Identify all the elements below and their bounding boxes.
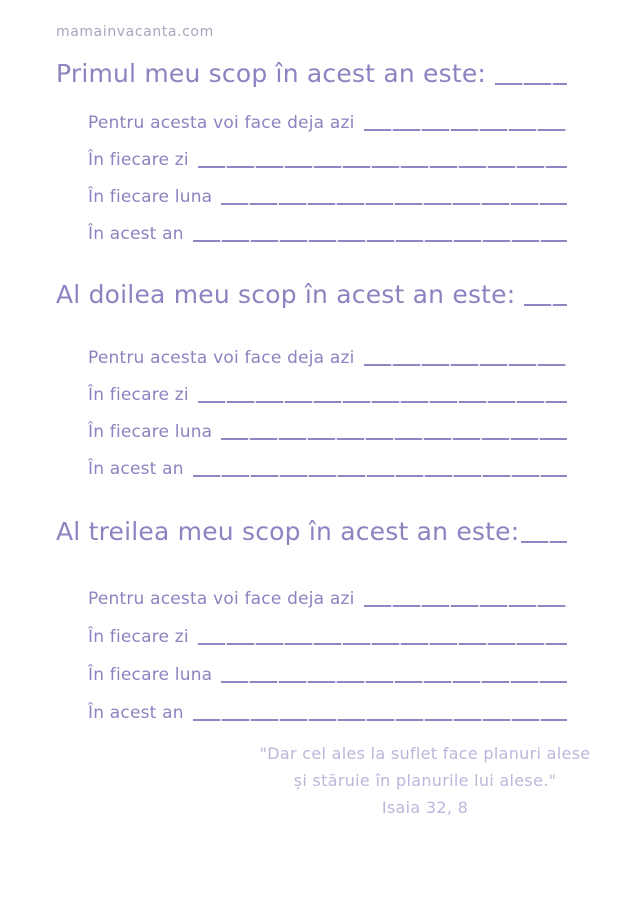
section-2-rows xyxy=(56,347,567,480)
row-today-blank-line xyxy=(364,129,567,131)
section-1-title: Primul meu scop în acest an este: xyxy=(56,59,487,88)
row-this-year-label: În acest an xyxy=(88,224,184,244)
row-today-label: Pentru acesta voi face deja azi xyxy=(88,348,355,368)
row-today xyxy=(88,112,567,134)
row-every-month-blank-line xyxy=(221,203,567,205)
row-every-month xyxy=(88,186,567,208)
quote-line-2: și stăruie în planurile lui alese." xyxy=(293,771,557,790)
section-1-rows xyxy=(56,112,567,245)
section-3-rows xyxy=(56,588,567,724)
row-every-day-label: În fiecare zi xyxy=(88,627,189,647)
section-3-goal-blank-line xyxy=(521,541,567,543)
row-every-month-label: În fiecare luna xyxy=(88,665,213,685)
section-1-goal-blank-line xyxy=(495,83,567,85)
row-today-label: Pentru acesta voi face deja azi xyxy=(88,589,355,609)
row-this-year-label: În acest an xyxy=(88,703,184,723)
section-3-title: Al treilea meu scop în acest an este: xyxy=(56,517,520,546)
row-every-month xyxy=(88,664,567,686)
row-this-year xyxy=(88,702,567,724)
row-this-year xyxy=(88,223,567,245)
row-every-day xyxy=(88,626,567,648)
quote-reference: Isaia 32, 8 xyxy=(381,798,469,817)
row-every-day-label: În fiecare zi xyxy=(88,150,189,170)
row-every-month-blank-line xyxy=(221,681,567,683)
section-2-goal-blank-line xyxy=(524,304,567,306)
row-every-day-blank-line xyxy=(198,166,567,168)
row-every-day xyxy=(88,384,567,406)
row-every-day-blank-line xyxy=(198,643,567,645)
site-name: mamainvacanta.com xyxy=(56,24,214,40)
row-this-year-blank-line xyxy=(193,240,567,242)
row-every-day-label: În fiecare zi xyxy=(88,385,189,405)
row-every-month-label: În fiecare luna xyxy=(88,187,213,207)
row-every-month xyxy=(88,421,567,443)
bible-quote xyxy=(240,740,610,821)
section-2-title: Al doilea meu scop în acest an este: xyxy=(56,280,516,309)
row-this-year-label: În acest an xyxy=(88,459,184,479)
section-1-heading xyxy=(56,57,567,90)
row-every-month-blank-line xyxy=(221,438,567,440)
row-every-day xyxy=(88,149,567,171)
section-3-heading xyxy=(56,515,567,548)
row-today-blank-line xyxy=(364,364,567,366)
quote-line-1: "Dar cel ales la suflet face planuri alese xyxy=(259,744,591,763)
row-today-blank-line xyxy=(364,605,567,607)
row-today xyxy=(88,588,567,610)
row-every-day-blank-line xyxy=(198,401,567,403)
row-every-month-label: În fiecare luna xyxy=(88,422,213,442)
row-this-year-blank-line xyxy=(193,475,567,477)
row-today-label: Pentru acesta voi face deja azi xyxy=(88,113,355,133)
row-today xyxy=(88,347,567,369)
row-this-year xyxy=(88,458,567,480)
row-this-year-blank-line xyxy=(193,719,567,721)
section-2-heading xyxy=(56,278,567,311)
